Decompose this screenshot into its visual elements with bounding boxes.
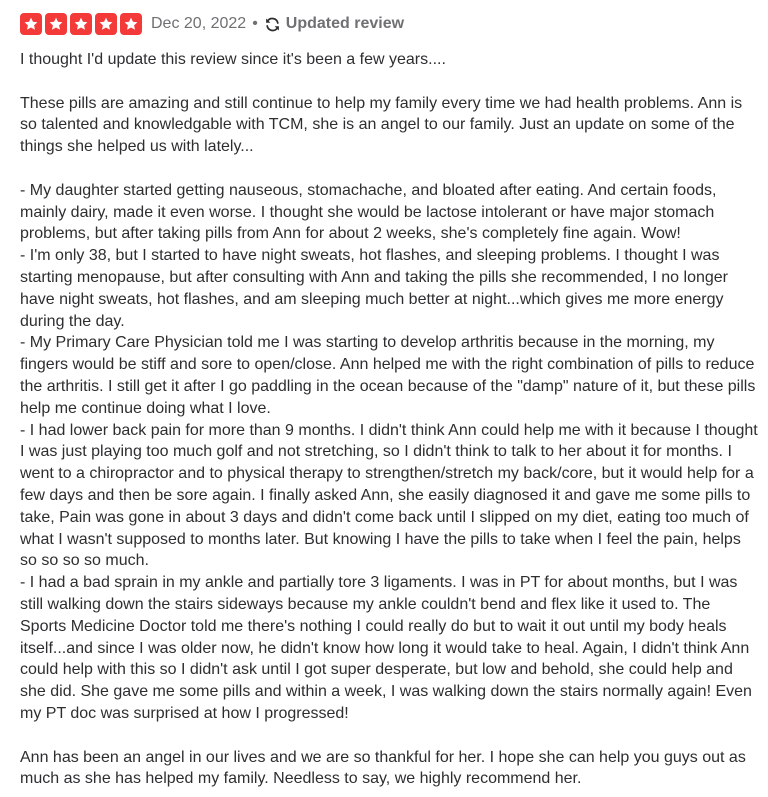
review-list-item-ankle: - I had a bad sprain in my ankle and partially tore 3 ligaments. I was in PT for about months, but I was still walking down the stairs sideways because my ankle couldn't bend and flex like it used to. The Sports Medicine Doctor told me there's nothing I could really do but to wait it out until my body heals itself...and since I was older now, he didn't know how long it would take to heal. Again, I didn't think Ann could help with this so I didn't ask until I got super desperate, but low and behold, she could help and she did. She gave me some pills and within a week, I was walking down the stairs normally again! Even my PT doc was surprised at how I progressed! <box>20 574 752 722</box>
review-card <box>20 11 760 790</box>
updated-review-label: Updated review <box>285 15 405 32</box>
review-header <box>20 11 760 37</box>
paragraph-spacer <box>20 158 760 180</box>
separator-dot: • <box>252 15 258 32</box>
review-text <box>20 49 760 790</box>
review-paragraph-closing: Ann has been an angel in our lives and we are so thankful for her. I hope she can help you guys out as much as she has helped my family. Needless to say, we highly recommend her. <box>20 748 746 788</box>
star-icon <box>20 13 42 35</box>
star-rating <box>20 13 142 35</box>
star-icon <box>95 13 117 35</box>
refresh-icon <box>264 16 281 33</box>
star-icon <box>120 13 142 35</box>
review-list-item-daughter: - My daughter started getting nauseous, stomachache, and bloated after eating. And certain foods, mainly dairy, made it even worse. I thought she would be lactose intolerant or have major stomach problems, but after taking pills from Ann for about 2 weeks, she's completely fine again. Wow! <box>20 181 717 243</box>
review-list-item-back-pain: - I had lower back pain for more than 9 months. I didn't think Ann could help me with it because I thought I was just playing too much golf and not stretching, so I didn't think to talk to her about it for months. I went to a chiropractor and to physical therapy to strengthen/stretch my back/core, but it would help for a few days and then be sore again. I finally asked Ann, she easily diagnosed it and gave me some pills to take, Pain was gone in about 3 days and didn't come back until I slipped on my diet, eating too much of what I wasn't supposed to months later. But knowing I have the pills to take when I feel the pain, helps so so so so much. <box>20 421 758 570</box>
paragraph-spacer <box>20 725 760 747</box>
review-date: Dec 20, 2022 <box>151 15 247 32</box>
review-paragraph-intro: I thought I'd update this review since it's been a few years.... <box>20 51 446 68</box>
star-icon <box>70 13 92 35</box>
review-paragraph-summary: These pills are amazing and still continue to help my family every time we had health problems. Ann is so talented and knowledgable with TCM, she is an angel to our family. Just an update on some of the things she helped us with lately... <box>20 94 743 156</box>
paragraph-spacer <box>20 71 760 93</box>
star-icon <box>45 13 67 35</box>
review-list-item-menopause: - I'm only 38, but I started to have night sweats, hot flashes, and sleeping problems. I thought I was starting menopause, but after consulting with Ann and taking the pills she recommended, I no longer have night sweats, hot flashes, and am sleeping much better at night...which gives me more energy during the day. <box>20 247 728 330</box>
review-list-item-arthritis: - My Primary Care Physician told me I was starting to develop arthritis because in the morning, my fingers would be stiff and sore to open/close. Ann helped me with the right combination of pills to reduce the arthritis. I still get it after I go paddling in the ocean because of the "damp" nature of it, but these pills help me continue doing what I love. <box>20 334 756 417</box>
